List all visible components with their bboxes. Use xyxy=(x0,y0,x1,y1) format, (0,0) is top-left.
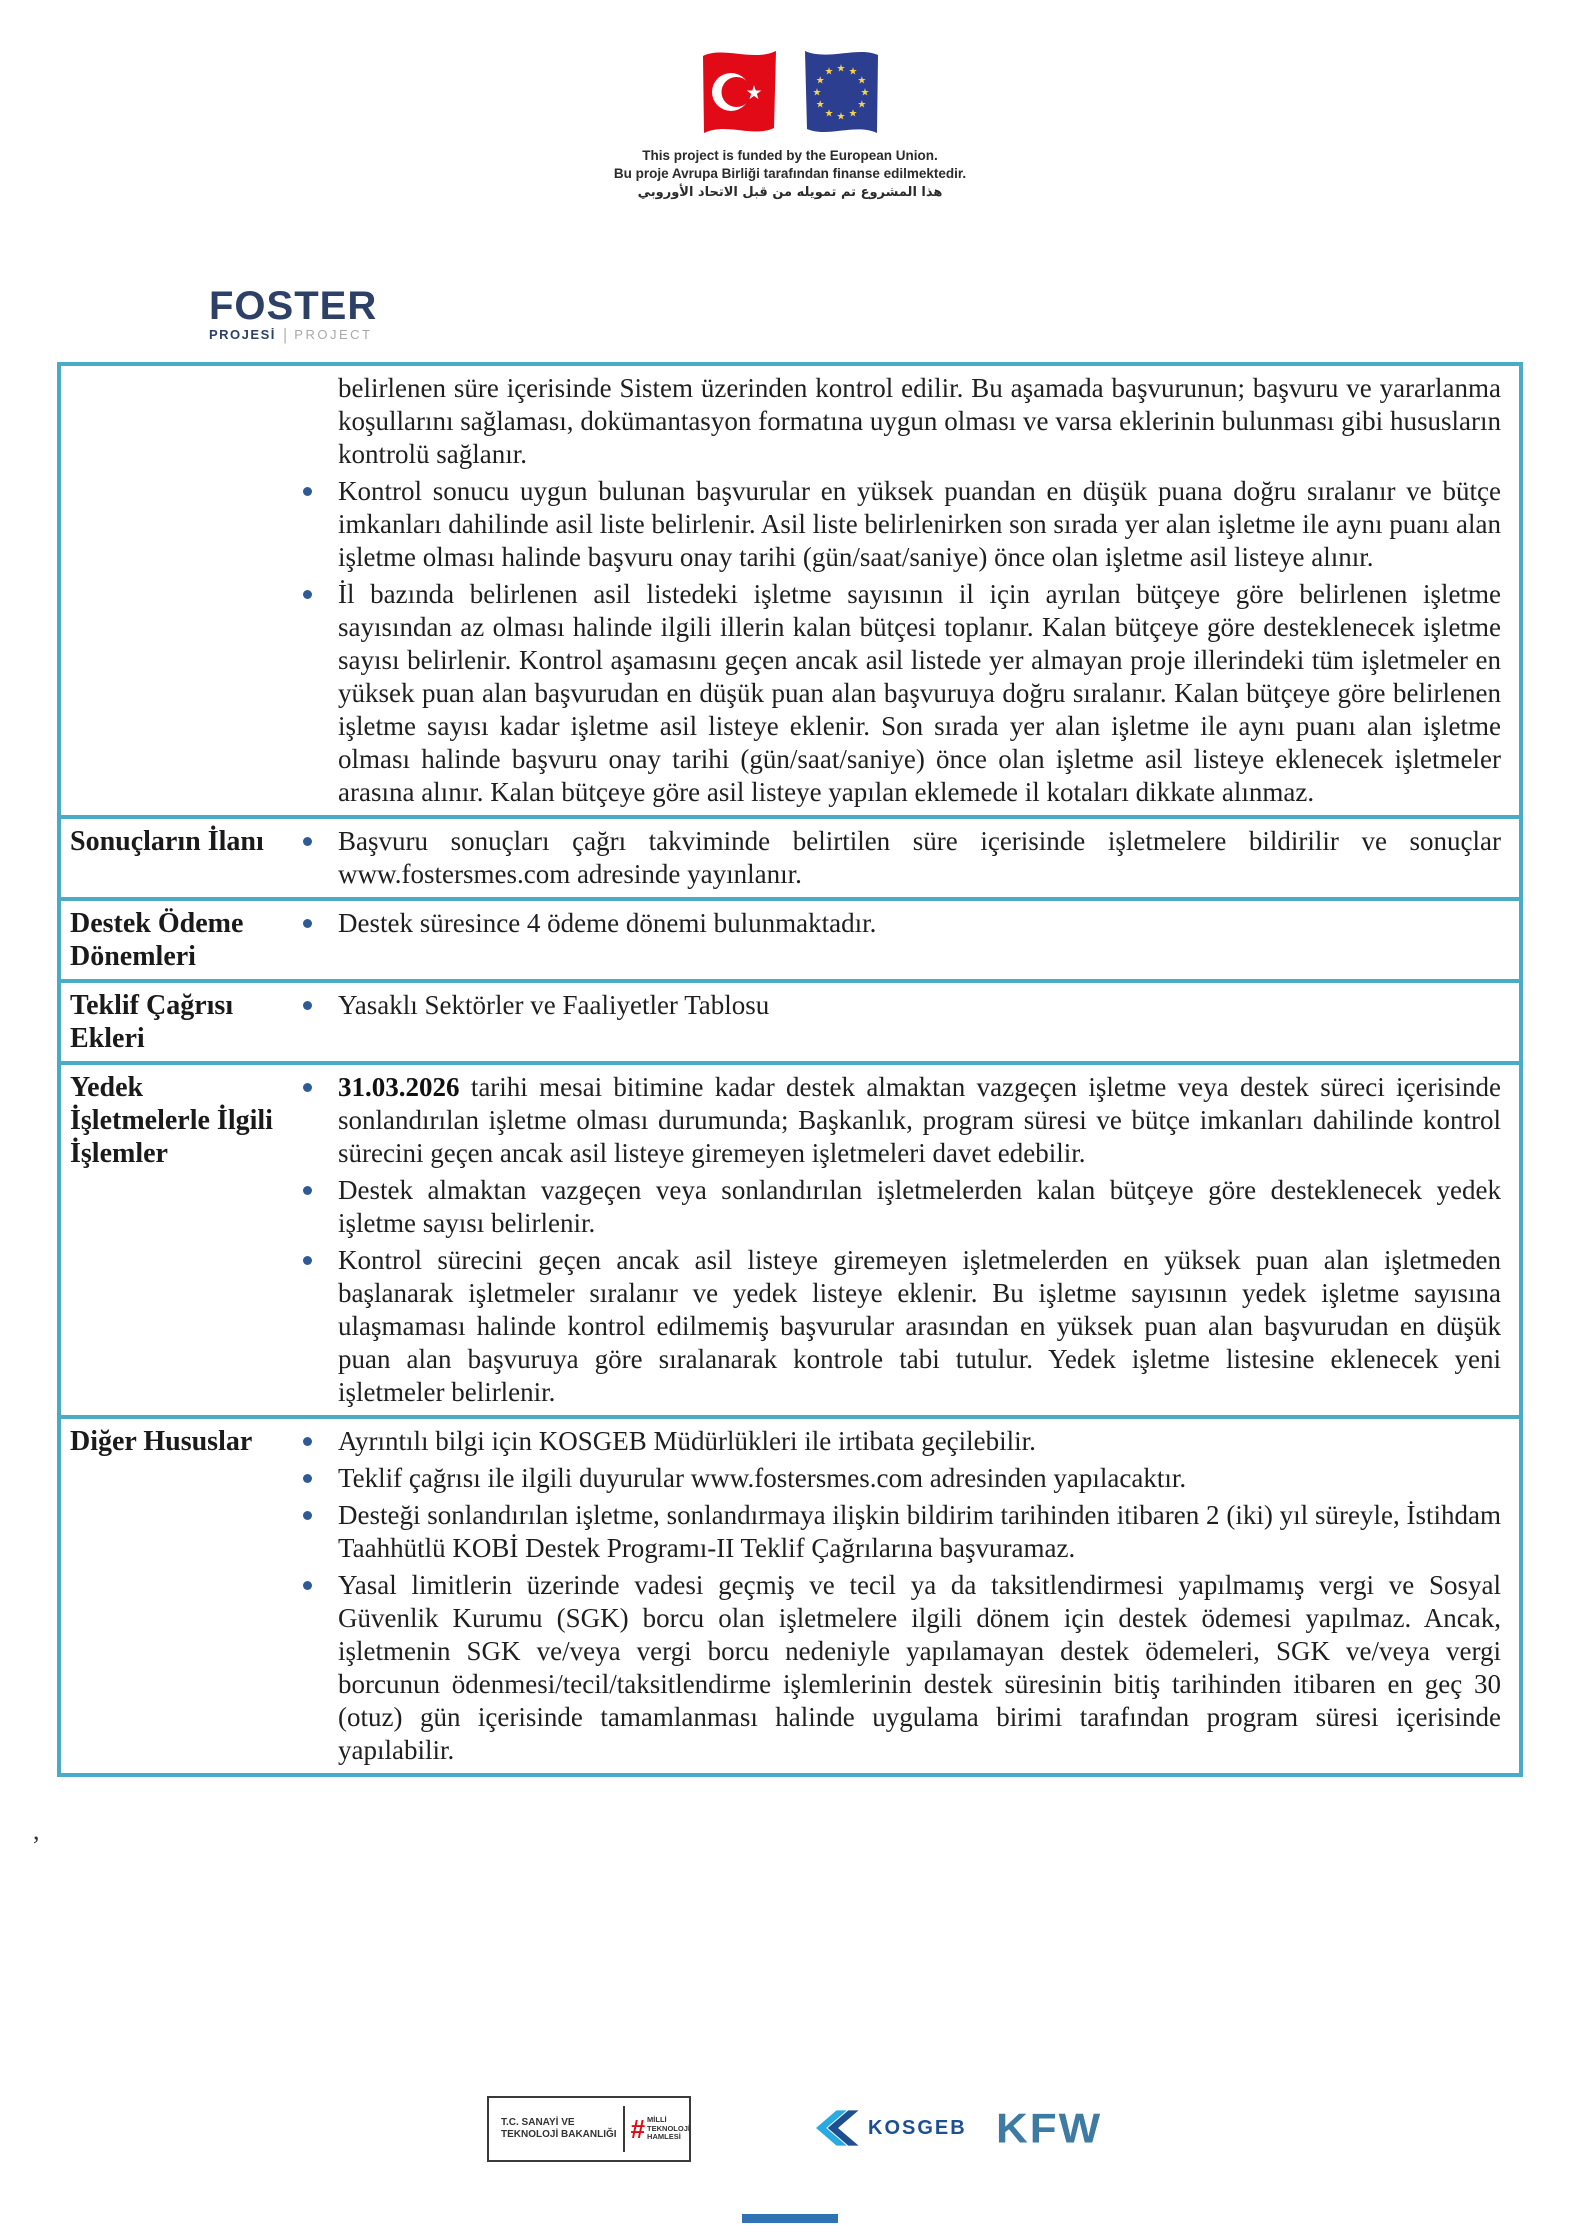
svg-text:★: ★ xyxy=(744,82,763,104)
milli-teknoloji-hamlesi-logo xyxy=(631,2116,690,2142)
table-row xyxy=(61,819,1519,901)
ministry-divider xyxy=(623,2106,625,2152)
kosgeb-logo xyxy=(816,2110,967,2146)
row-label: Yedek İşletmelerle İlgili İşlemler xyxy=(70,1072,273,1169)
deadline-date: 31.03.2026 xyxy=(338,1072,460,1102)
row-content xyxy=(293,366,1519,815)
foster-projesi-label: PROJESİ xyxy=(209,327,276,342)
bullet-item: Destek süresince 4 ödeme dönemi bulunmaktadır. xyxy=(293,907,1501,940)
turkish-flag-icon xyxy=(689,44,789,139)
ministry-name-line1: T.C. SANAYİ VE xyxy=(501,2117,575,2128)
bullet-item: Teklif çağrısı ile ilgili duyurular www.fostersmes.com adresinden yapılacaktır. xyxy=(293,1462,1501,1495)
stray-comma-mark: , xyxy=(33,1816,40,1845)
bullet-item-text: tarihi mesai bitimine kadar destek almaktan vazgeçen işletme veya destek süreci içerisinde sonlandırılan işletme olması durumunda; Başkanlık, program süresi ve bütçe imkanları dahilinde kontrol sürecini geçen ancak asil listeye giremeyen işletmeleri davet edebilir. xyxy=(338,1072,1501,1168)
svg-text:★: ★ xyxy=(856,75,866,87)
funding-caption-en: This project is funded by the European Union. xyxy=(642,148,938,163)
svg-text:★: ★ xyxy=(812,87,821,99)
footer-page-marker xyxy=(742,2214,838,2223)
paragraph-continuation: belirlenen süre içerisinde Sistem üzerinden kontrol edilir. Bu aşamada başvurunun; başvuru ve yararlanma koşullarını sağlaması, dokümantasyon formatına uygun olması ve varsa eklerinin bulunması gibi hususların kontrolü sağlanır. xyxy=(338,373,1501,469)
table-row xyxy=(61,1065,1519,1419)
ministry-name xyxy=(501,2117,617,2141)
funding-caption-tr: Bu proje Avrupa Birliği tarafından finanse edilmektedir. xyxy=(613,166,967,181)
table-row xyxy=(61,1419,1519,1773)
document-table xyxy=(57,362,1523,1777)
row-content xyxy=(293,1419,1519,1773)
kosgeb-chevron-icon xyxy=(816,2110,860,2146)
foster-project-label: PROJECT xyxy=(294,327,373,342)
svg-text:★: ★ xyxy=(824,108,833,120)
bullet-item: Desteği sonlandırılan işletme, sonlandırmaya ilişkin bildirim tarihinden itibaren 2 (iki) yıl süreyle, İstihdam Taahhütlü KOBİ Destek Programı-II Teklif Çağrılarına başvuramaz. xyxy=(293,1499,1501,1565)
row-content xyxy=(293,819,1519,897)
flags-row xyxy=(0,44,1580,139)
bullet-item: Başvuru sonuçları çağrı takviminde belirtilen süre içerisinde işletmelere bildirilir ve sonuçlar www.fostersmes.com adresinde yayınlanır. xyxy=(293,825,1501,891)
row-label: Destek Ödeme Dönemleri xyxy=(70,908,244,972)
bullet-item: Kontrol sonucu uygun bulunan başvurular en yüksek puandan en düşük puana doğru sıralanır ve bütçe imkanları dahilinde asil liste belirlenir. Asil liste belirlenirken son sırada yer alan işletme ile aynı puanı alan işletme olması halinde başvuru onay tarihi (gün/saat/saniye) önce olan işletme asil listeye alınır. xyxy=(293,475,1501,574)
row-content xyxy=(293,1065,1519,1415)
bullet-item: Ayrıntılı bilgi için KOSGEB Müdürlükleri ile irtibata geçilebilir. xyxy=(293,1425,1501,1458)
svg-text:★: ★ xyxy=(848,108,857,120)
motto-line3: HAMLESİ xyxy=(647,2132,681,2142)
svg-text:★: ★ xyxy=(824,66,833,78)
row-content xyxy=(293,901,1519,979)
table-row xyxy=(61,366,1519,819)
svg-text:★: ★ xyxy=(815,75,825,87)
bullet-item: İl bazında belirlenen asil listedeki işletme sayısının il için ayrılan bütçeye göre belirlenen işletme sayısından az olması halinde ilgili illerin kalan bütçesi toplanır. Kalan bütçeye göre desteklenecek işletme sayısı belirlenir. Kontrol aşamasını geçen ancak asil listede yer almayan proje illerindeki tüm işletmeler en yüksek puan alan başvurudan en düşük puan alan başvuruya doğru sıralanır. Kalan bütçeye göre belirlenen işletme sayısı kadar işletme asil listeye eklenir. Son sırada yer alan işletme ile aynı puanı alan işletme olması halinde başvuru onay tarihi (gün/saat/saniye) önce olan işletme asil listeye eklenecek işletmeler arasına alınır. Kalan bütçeye göre asil listeye yapılan eklemede il kotaları dikkate alınmaz. xyxy=(293,578,1501,809)
funding-caption-ar: هذا المشروع تم تمويله من قبل الاتحاد الأوروبي xyxy=(637,185,943,200)
row-label: Teklif Çağrısı Ekleri xyxy=(70,990,234,1054)
kfw-logo: KFW xyxy=(996,2105,1103,2152)
bullet-item xyxy=(293,1071,1501,1170)
ministry-logo xyxy=(487,2096,691,2162)
foster-logo xyxy=(209,286,377,342)
svg-text:★: ★ xyxy=(856,99,866,111)
svg-text:★: ★ xyxy=(860,87,869,99)
bullet-item: Yasal limitlerin üzerinde vadesi geçmiş ve tecil ya da taksitlendirmesi yapılmamış vergi ve Sosyal Güvenlik Kurumu (SGK) borcu olan işletmelere ilgili dönem için destek ödemesi yapılmaz. Ancak, işletmenin SGK ve/veya vergi borcu nedeniyle yapılamayan destek ödemeleri, SGK ve/veya vergi borcunun ödenmesi/tecil/taksitlendirme işlemlerinin destek süresinin bitiş tarihinden itibaren en geç 30 (otuz) gün içerisinde tamamlanması halinde uygulama birimi tarafından program süresi içerisinde yapılabilir. xyxy=(293,1569,1501,1767)
foster-separator: | xyxy=(282,324,288,344)
hashtag-icon: # xyxy=(630,2114,646,2144)
row-label xyxy=(61,366,293,815)
bullet-item: Kontrol sürecini geçen ancak asil listeye giremeyen işletmelerden en yüksek puan alan işletmeden başlanarak işletmeler sıralanır ve yedek listeye eklenir. Bu işletme sayısının yedek işletme sayısına ulaşmaması halinde kontrol edilmemiş başvurular arasından en yüksek puan alan başvurudan en düşük puan alan başvuruya göre sıralanarak kontrole tabi tutulur. Yedek işletme listesine eklenecek yeni işletmeler belirlenir. xyxy=(293,1244,1501,1409)
foster-logo-title: FOSTER xyxy=(209,284,378,328)
table-row xyxy=(61,901,1519,983)
bullet-item: Destek almaktan vazgeçen veya sonlandırılan işletmelerden kalan bütçeye göre desteklenecek yedek işletme sayısı belirlenir. xyxy=(293,1174,1501,1240)
funding-header xyxy=(0,44,1580,203)
motto-text xyxy=(647,2116,690,2142)
svg-text:★: ★ xyxy=(848,66,857,78)
motto-line1: MİLLİ xyxy=(647,2115,667,2125)
kosgeb-wordmark: KOSGEB xyxy=(868,2116,967,2139)
svg-text:★: ★ xyxy=(815,99,825,111)
bullet-item: Yasaklı Sektörler ve Faaliyetler Tablosu xyxy=(293,989,1501,1022)
svg-text:★: ★ xyxy=(836,111,845,123)
motto-line2: TEKNOLOJİ xyxy=(647,2123,690,2133)
row-content xyxy=(293,983,1519,1061)
row-label: Diğer Hususlar xyxy=(70,1426,253,1457)
ministry-name-line2: TEKNOLOJİ BAKANLIĞI xyxy=(501,2129,617,2140)
row-label: Sonuçların İlanı xyxy=(70,826,264,857)
eu-flag-icon xyxy=(792,44,892,139)
foster-logo-subtitle xyxy=(209,324,377,344)
table-row xyxy=(61,983,1519,1065)
svg-text:★: ★ xyxy=(836,63,845,75)
